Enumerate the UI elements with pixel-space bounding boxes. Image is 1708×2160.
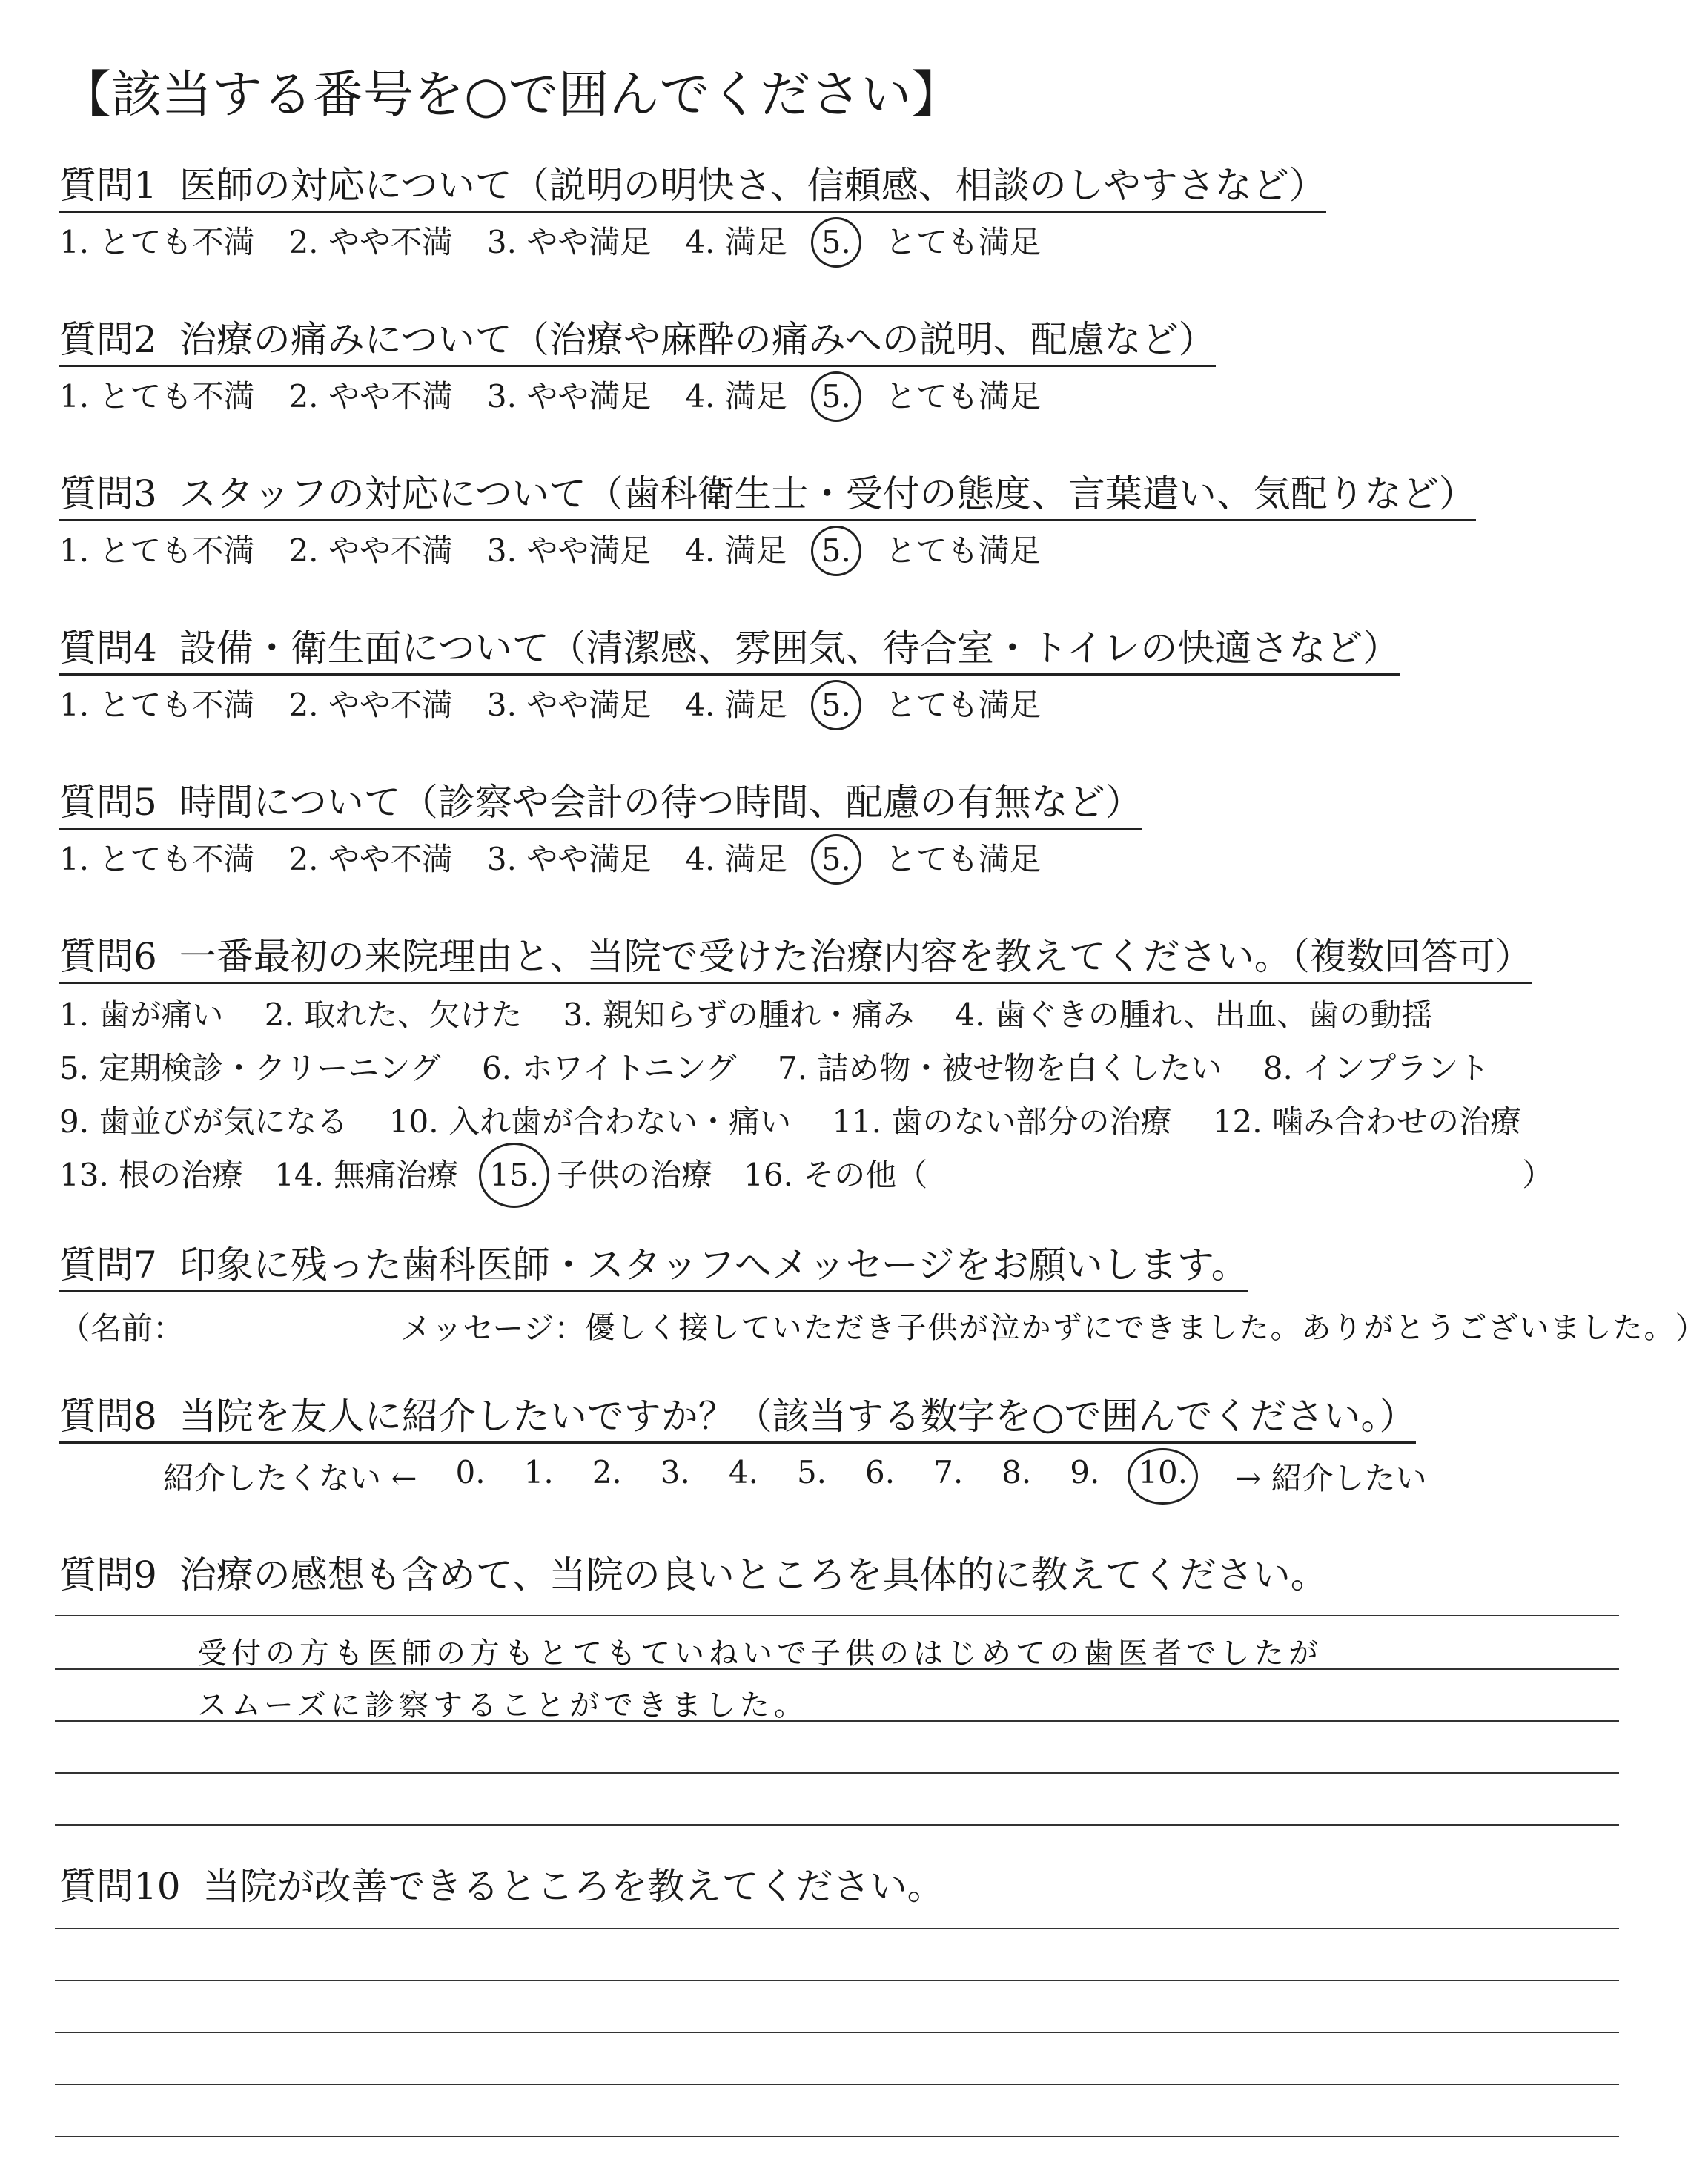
message-close-paren: ） — [1675, 1310, 1707, 1347]
option-5-selected[interactable]: 5. — [821, 687, 851, 723]
answer-line — [55, 1668, 1619, 1670]
multi-options — [59, 988, 1584, 1202]
option-1[interactable]: 1. とても不満 — [59, 841, 255, 877]
recommend-scale — [59, 1454, 1466, 1499]
question-6 — [59, 934, 1584, 1202]
scale-option[interactable]: 3. — [660, 1454, 690, 1490]
question-1-heading — [59, 163, 1326, 213]
option-5-label: とても満足 — [884, 687, 1041, 723]
option-4[interactable]: 4. 満足 — [685, 841, 787, 877]
reason-option[interactable]: 6. ホワイトニング — [481, 1050, 737, 1086]
reason-option[interactable]: 13. 根の治療 — [59, 1157, 244, 1193]
message-label: メッセージ： — [400, 1310, 586, 1347]
reason-option[interactable]: 9. 歯並びが気になる — [59, 1103, 348, 1140]
option-row — [59, 1149, 1584, 1202]
question-text: 当院が改善できるところを教えてください。 — [202, 1865, 944, 1908]
scale-option[interactable]: 8. — [1002, 1454, 1032, 1490]
question-4 — [59, 626, 1400, 724]
question-label: 質問7 — [59, 1244, 157, 1287]
reason-option[interactable]: 3. 親知らずの腫れ・痛み — [563, 997, 915, 1033]
name-label: （名前： — [59, 1310, 185, 1347]
other-close-paren: ） — [1522, 1157, 1554, 1193]
scale-option-selected[interactable]: 10. — [1138, 1454, 1188, 1499]
reason-option[interactable]: 7. 詰め物・被せ物を白くしたい — [777, 1050, 1222, 1086]
question-4-heading — [59, 626, 1400, 676]
reason-option[interactable]: 8. インプラント — [1262, 1050, 1490, 1086]
message-row — [59, 1304, 1707, 1349]
answer-line — [55, 1980, 1619, 1981]
scale-option[interactable]: 6. — [865, 1454, 896, 1490]
message-answer[interactable]: 優しく接していただき子供が泣かずにできました。ありがとうございました。 — [585, 1311, 1675, 1345]
q9-answer-line-1[interactable]: 受付の方も医師の方もとてもていねいで子供のはじめての歯医者でしたが — [197, 1636, 1323, 1671]
question-label: 質問2 — [59, 318, 157, 361]
question-5 — [59, 780, 1142, 879]
question-3 — [59, 472, 1476, 570]
question-text: 一番最初の来院理由と、当院で受けた治療内容を教えてください。（複数回答可） — [179, 935, 1532, 978]
question-label: 質問5 — [59, 781, 157, 824]
question-text: 印象に残った歯科医師・スタッフへメッセージをお願いします。 — [179, 1244, 1248, 1287]
question-label: 質問6 — [59, 935, 157, 978]
question-5-heading — [59, 780, 1142, 830]
question-3-heading — [59, 472, 1476, 521]
scale-option[interactable]: 0. — [455, 1454, 486, 1490]
option-row — [59, 1095, 1584, 1149]
answer-line — [55, 1720, 1619, 1722]
option-3[interactable]: 3. やや満足 — [486, 687, 652, 723]
question-8 — [59, 1394, 1466, 1499]
option-2[interactable]: 2. やや不満 — [288, 532, 453, 569]
reason-option[interactable]: 10. 入れ歯が合わない・痛い — [388, 1103, 791, 1140]
rating-options — [59, 223, 1326, 262]
scale-option[interactable]: 7. — [933, 1454, 964, 1490]
scale-option[interactable]: 5. — [796, 1454, 827, 1490]
option-5-selected[interactable]: 5. — [821, 378, 851, 415]
option-3[interactable]: 3. やや満足 — [486, 224, 652, 260]
answer-line — [55, 1772, 1619, 1774]
reason-option-selected[interactable]: 15. — [489, 1149, 539, 1202]
option-4[interactable]: 4. 満足 — [685, 224, 787, 260]
reason-option[interactable]: 12. 噛み合わせの治療 — [1212, 1103, 1521, 1140]
question-text: 設備・衛生面について（清潔感、雰囲気、待合室・トイレの快適さなど） — [179, 627, 1400, 670]
question-text: 医師の対応について（説明の明快さ、信頼感、相談のしやすさなど） — [179, 164, 1326, 207]
reason-option[interactable]: 5. 定期検診・クリーニング — [59, 1050, 441, 1086]
option-5-selected[interactable]: 5. — [821, 841, 851, 877]
scale-option[interactable]: 4. — [728, 1454, 758, 1490]
option-5-label: とても満足 — [884, 841, 1041, 877]
scale-option[interactable]: 2. — [592, 1454, 622, 1490]
reason-option[interactable]: 14. 無痛治療 — [274, 1157, 459, 1193]
answer-line — [55, 2084, 1619, 2085]
answer-line — [55, 2136, 1619, 2137]
question-label: 質問1 — [59, 164, 157, 207]
option-5-label: とても満足 — [884, 532, 1041, 569]
option-3[interactable]: 3. やや満足 — [486, 378, 652, 415]
option-5-selected[interactable]: 5. — [821, 532, 851, 569]
rating-options — [59, 686, 1400, 724]
option-1[interactable]: 1. とても不満 — [59, 532, 255, 569]
option-4[interactable]: 4. 満足 — [685, 378, 787, 415]
option-row — [59, 988, 1584, 1042]
question-10 — [59, 1864, 944, 1909]
option-2[interactable]: 2. やや不満 — [288, 224, 453, 260]
option-4[interactable]: 4. 満足 — [685, 532, 787, 569]
question-label: 質問4 — [59, 627, 157, 670]
rating-options — [59, 377, 1216, 416]
question-1 — [59, 163, 1326, 262]
scale-right-label: → 紹介したい — [1235, 1460, 1427, 1496]
option-5-label: とても満足 — [884, 378, 1041, 415]
scale-option[interactable]: 9. — [1070, 1454, 1100, 1490]
scale-left-label: 紹介したくない ← — [163, 1460, 417, 1496]
question-9 — [59, 1553, 1328, 1597]
answer-line — [55, 1824, 1619, 1826]
question-8-heading — [59, 1394, 1416, 1444]
question-label: 質問9 — [59, 1553, 157, 1596]
option-1[interactable]: 1. とても不満 — [59, 687, 255, 723]
option-1[interactable]: 1. とても不満 — [59, 378, 255, 415]
question-7-heading — [59, 1243, 1248, 1292]
question-label: 質問8 — [59, 1395, 157, 1438]
option-row — [59, 1042, 1584, 1095]
question-text: 治療の感想も含めて、当院の良いところを具体的に教えてください。 — [179, 1553, 1328, 1596]
reason-option[interactable]: 1. 歯が痛い — [59, 997, 224, 1033]
reason-option[interactable]: 4. 歯ぐきの腫れ、出血、歯の動揺 — [955, 997, 1433, 1033]
question-label: 質問10 — [59, 1865, 181, 1908]
option-1[interactable]: 1. とても不満 — [59, 224, 255, 260]
question-text: 治療の痛みについて（治療や麻酔の痛みへの説明、配慮など） — [179, 318, 1216, 361]
reason-option[interactable]: 子供の治療 — [557, 1157, 713, 1193]
option-5-label: とても満足 — [884, 224, 1041, 260]
question-text: 時間について（診察や会計の待つ時間、配慮の有無など） — [179, 781, 1142, 824]
question-label: 質問3 — [59, 472, 157, 515]
question-7 — [59, 1243, 1707, 1349]
option-5-selected[interactable]: 5. — [821, 224, 851, 260]
option-2[interactable]: 2. やや不満 — [288, 841, 453, 877]
question-2-heading — [59, 317, 1216, 367]
option-3[interactable]: 3. やや満足 — [486, 841, 652, 877]
answer-line — [55, 1615, 1619, 1616]
question-2 — [59, 317, 1216, 416]
option-2[interactable]: 2. やや不満 — [288, 378, 453, 415]
rating-options — [59, 532, 1476, 570]
option-2[interactable]: 2. やや不満 — [288, 687, 453, 723]
other-option[interactable]: 16. その他（ — [744, 1157, 928, 1193]
option-3[interactable]: 3. やや満足 — [486, 532, 652, 569]
question-text: スタッフの対応について（歯科衛生士・受付の態度、言葉遣い、気配りなど） — [179, 472, 1476, 515]
option-4[interactable]: 4. 満足 — [685, 687, 787, 723]
reason-option[interactable]: 2. 取れた、欠けた — [264, 997, 523, 1033]
question-6-heading — [59, 934, 1532, 984]
scale-option[interactable]: 1. — [523, 1454, 554, 1490]
answer-line — [55, 1928, 1619, 1929]
reason-option[interactable]: 11. 歯のない部分の治療 — [832, 1103, 1172, 1140]
question-text: 当院を友人に紹介したいですか？（該当する数字を○で囲んでください。） — [179, 1395, 1417, 1438]
answer-line — [55, 2032, 1619, 2033]
rating-options — [59, 840, 1142, 879]
form-title: 【該当する番号を○で囲んでください】 — [61, 66, 962, 125]
q9-answer-line-2[interactable]: スムーズに診察することができました。 — [197, 1688, 808, 1723]
